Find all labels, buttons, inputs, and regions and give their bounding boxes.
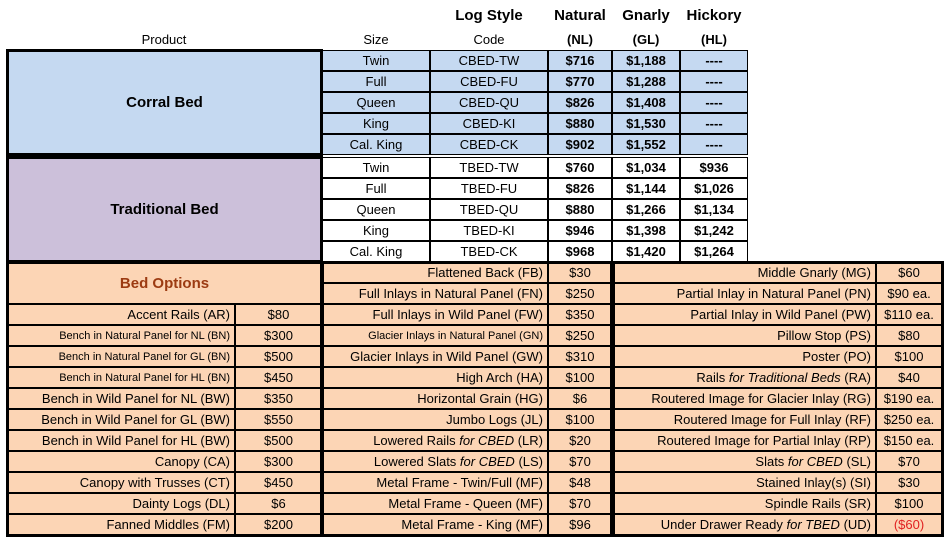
- corral-gl-cell: $1,530: [612, 113, 680, 134]
- option-label-text: Full Inlays in Wild Panel (FW): [372, 307, 543, 322]
- middle-option-name: [322, 304, 548, 325]
- right-option-price: $90 ea.: [876, 283, 942, 304]
- traditional-nl-cell: $760: [548, 157, 612, 178]
- corral-nl-cell: $880: [548, 113, 612, 134]
- left-option-price: $200: [235, 514, 322, 535]
- right-option-price: $30: [876, 472, 942, 493]
- option-label-italic: for CBED: [459, 454, 515, 469]
- left-option-price: $500: [235, 346, 322, 367]
- option-label-text: Full Inlays in Natural Panel (FN): [358, 286, 543, 301]
- option-label-text: Slats: [755, 454, 788, 469]
- middle-option-price: $310: [548, 346, 612, 367]
- middle-option-name: [322, 367, 548, 388]
- corral-hl-cell: ----: [680, 92, 748, 113]
- traditional-code-cell: TBED-QU: [430, 199, 548, 220]
- middle-option-price: $6: [548, 388, 612, 409]
- corral-size-cell: Cal. King: [322, 134, 430, 155]
- middle-option-price: $20: [548, 430, 612, 451]
- middle-option-name: [322, 430, 548, 451]
- option-label-text: Spindle Rails (SR): [764, 496, 871, 511]
- left-option-name: Bench in Wild Panel for NL (BW): [7, 388, 235, 409]
- corral-hl-cell: ----: [680, 71, 748, 92]
- right-option-name: [614, 325, 876, 346]
- traditional-size-cell: Queen: [322, 199, 430, 220]
- middle-option-name: [322, 493, 548, 514]
- corral-code-cell: CBED-KI: [430, 113, 548, 134]
- corral-hl-cell: ----: [680, 113, 748, 134]
- traditional-code-cell: TBED-TW: [430, 157, 548, 178]
- middle-option-price: $70: [548, 493, 612, 514]
- corral-hl-cell: ----: [680, 50, 748, 71]
- corral-nl-cell: $770: [548, 71, 612, 92]
- corral-bed-name: Corral Bed: [7, 50, 322, 155]
- option-label-text: Partial Inlay in Wild Panel (PW): [690, 307, 871, 322]
- traditional-gl-cell: $1,266: [612, 199, 680, 220]
- right-option-price: $40: [876, 367, 942, 388]
- right-option-name: [614, 430, 876, 451]
- option-label-suffix: (RA): [840, 370, 871, 385]
- bed-options-title: Bed Options: [7, 262, 322, 304]
- traditional-gl-cell: $1,034: [612, 157, 680, 178]
- middle-option-price: $350: [548, 304, 612, 325]
- middle-option-price: $250: [548, 325, 612, 346]
- option-label-text: Glacier Inlays in Wild Panel (GW): [350, 349, 543, 364]
- header-hickory: Hickory: [686, 6, 742, 24]
- corral-gl-cell: $1,188: [612, 50, 680, 71]
- left-option-name: Bench in Natural Panel for GL (BN): [7, 346, 235, 367]
- header-size: Size: [363, 31, 389, 47]
- right-option-name: [614, 283, 876, 304]
- right-option-name: [614, 262, 876, 283]
- option-label-text: Partial Inlay in Natural Panel (PN): [676, 286, 871, 301]
- left-option-price: $300: [235, 451, 322, 472]
- right-option-price: $150 ea.: [876, 430, 942, 451]
- corral-hl-cell: ----: [680, 134, 748, 155]
- right-option-price: $250 ea.: [876, 409, 942, 430]
- option-label-text: Metal Frame - King (MF): [401, 517, 543, 532]
- left-option-name: Dainty Logs (DL): [7, 493, 235, 514]
- option-label-text: Routered Image for Full Inlay (RF): [673, 412, 871, 427]
- option-label-text: Lowered Rails: [373, 433, 460, 448]
- header-gl: (GL): [632, 31, 660, 47]
- traditional-size-cell: Cal. King: [322, 241, 430, 262]
- option-label-suffix: (SL): [842, 454, 871, 469]
- header-natural: Natural: [554, 6, 606, 24]
- corral-gl-cell: $1,288: [612, 71, 680, 92]
- corral-size-cell: Queen: [322, 92, 430, 113]
- right-option-name: [614, 409, 876, 430]
- left-option-price: $500: [235, 430, 322, 451]
- option-label-text: Horizontal Grain (HG): [417, 391, 543, 406]
- corral-size-cell: Full: [322, 71, 430, 92]
- option-label-italic: for CBED: [787, 454, 843, 469]
- traditional-hl-cell: $936: [680, 157, 748, 178]
- middle-option-name: [322, 346, 548, 367]
- traditional-size-cell: Full: [322, 178, 430, 199]
- header-nl: (NL): [567, 31, 593, 47]
- middle-option-name: [322, 262, 548, 283]
- left-option-price: $550: [235, 409, 322, 430]
- option-label-text: Stained Inlay(s) (SI): [756, 475, 871, 490]
- option-label-suffix: (LS): [514, 454, 543, 469]
- right-option-price: $110 ea.: [876, 304, 942, 325]
- right-option-name: [614, 493, 876, 514]
- header-product: Product: [141, 31, 187, 47]
- corral-size-cell: King: [322, 113, 430, 134]
- middle-option-name: [322, 283, 548, 304]
- option-label-suffix: (UD): [839, 517, 871, 532]
- corral-nl-cell: $826: [548, 92, 612, 113]
- middle-option-price: $100: [548, 409, 612, 430]
- option-label-text: Rails: [696, 370, 729, 385]
- left-option-name: Accent Rails (AR): [7, 304, 235, 325]
- corral-nl-cell: $902: [548, 134, 612, 155]
- left-option-price: $80: [235, 304, 322, 325]
- header-gnarly: Gnarly: [622, 6, 670, 24]
- traditional-nl-cell: $946: [548, 220, 612, 241]
- option-label-italic: for TBED: [786, 517, 840, 532]
- option-label-text: Pillow Stop (PS): [777, 328, 871, 343]
- middle-option-price: $96: [548, 514, 612, 535]
- corral-code-cell: CBED-FU: [430, 71, 548, 92]
- middle-option-name: [322, 388, 548, 409]
- right-option-price: $100: [876, 346, 942, 367]
- middle-option-name: [322, 451, 548, 472]
- left-option-name: Bench in Wild Panel for HL (BW): [7, 430, 235, 451]
- option-label-text: Poster (PO): [802, 349, 871, 364]
- corral-nl-cell: $716: [548, 50, 612, 71]
- traditional-hl-cell: $1,026: [680, 178, 748, 199]
- traditional-hl-cell: $1,134: [680, 199, 748, 220]
- right-option-price: $100: [876, 493, 942, 514]
- option-label-text: Metal Frame - Twin/Full (MF): [376, 475, 543, 490]
- right-option-price: $80: [876, 325, 942, 346]
- right-option-price: $60: [876, 262, 942, 283]
- option-label-italic: for Traditional Beds: [728, 370, 841, 385]
- middle-option-price: $30: [548, 262, 612, 283]
- traditional-size-cell: King: [322, 220, 430, 241]
- middle-option-price: $250: [548, 283, 612, 304]
- option-label-text: Routered Image for Glacier Inlay (RG): [651, 391, 871, 406]
- left-option-name: Bench in Wild Panel for GL (BW): [7, 409, 235, 430]
- right-option-name: [614, 388, 876, 409]
- right-option-name: [614, 304, 876, 325]
- right-option-price: $70: [876, 451, 942, 472]
- left-option-price: $6: [235, 493, 322, 514]
- corral-code-cell: CBED-CK: [430, 134, 548, 155]
- left-option-name: Bench in Natural Panel for HL (BN): [7, 367, 235, 388]
- right-option-price: $190 ea.: [876, 388, 942, 409]
- traditional-hl-cell: $1,264: [680, 241, 748, 262]
- corral-size-cell: Twin: [322, 50, 430, 71]
- middle-option-price: $48: [548, 472, 612, 493]
- option-label-text: Under Drawer Ready: [660, 517, 787, 532]
- option-label-text: Lowered Slats: [373, 454, 460, 469]
- traditional-code-cell: TBED-FU: [430, 178, 548, 199]
- right-option-name: [614, 472, 876, 493]
- left-option-price: $450: [235, 472, 322, 493]
- right-option-price: ($60): [876, 514, 942, 535]
- option-label-suffix: (LR): [514, 433, 543, 448]
- corral-gl-cell: $1,408: [612, 92, 680, 113]
- traditional-gl-cell: $1,420: [612, 241, 680, 262]
- middle-option-name: [322, 325, 548, 346]
- left-option-price: $350: [235, 388, 322, 409]
- corral-gl-cell: $1,552: [612, 134, 680, 155]
- header-code: Code: [473, 31, 505, 47]
- right-option-name: [614, 451, 876, 472]
- middle-option-name: [322, 472, 548, 493]
- header-log-style: Log Style: [455, 6, 523, 24]
- left-option-name: Canopy with Trusses (CT): [7, 472, 235, 493]
- header-hl: (HL): [701, 31, 727, 47]
- option-label-italic: for CBED: [459, 433, 515, 448]
- middle-option-name: [322, 409, 548, 430]
- middle-option-price: $70: [548, 451, 612, 472]
- corral-code-cell: CBED-TW: [430, 50, 548, 71]
- traditional-code-cell: TBED-CK: [430, 241, 548, 262]
- right-option-name: [614, 346, 876, 367]
- left-option-name: Bench in Natural Panel for NL (BN): [7, 325, 235, 346]
- option-label-text: Middle Gnarly (MG): [757, 265, 871, 280]
- option-label-text: Glacier Inlays in Natural Panel (GN): [368, 329, 543, 342]
- traditional-hl-cell: $1,242: [680, 220, 748, 241]
- traditional-gl-cell: $1,398: [612, 220, 680, 241]
- traditional-nl-cell: $826: [548, 178, 612, 199]
- traditional-gl-cell: $1,144: [612, 178, 680, 199]
- middle-option-name: [322, 514, 548, 535]
- option-label-text: Flattened Back (FB): [427, 265, 543, 280]
- traditional-nl-cell: $968: [548, 241, 612, 262]
- left-option-price: $300: [235, 325, 322, 346]
- option-label-text: High Arch (HA): [456, 370, 543, 385]
- traditional-nl-cell: $880: [548, 199, 612, 220]
- traditional-size-cell: Twin: [322, 157, 430, 178]
- left-option-price: $450: [235, 367, 322, 388]
- option-label-text: Metal Frame - Queen (MF): [388, 496, 543, 511]
- traditional-bed-name: Traditional Bed: [7, 157, 322, 262]
- traditional-code-cell: TBED-KI: [430, 220, 548, 241]
- left-option-name: Fanned Middles (FM): [7, 514, 235, 535]
- option-label-text: Routered Image for Partial Inlay (RP): [657, 433, 871, 448]
- left-option-name: Canopy (CA): [7, 451, 235, 472]
- corral-code-cell: CBED-QU: [430, 92, 548, 113]
- middle-option-price: $100: [548, 367, 612, 388]
- right-option-name: [614, 514, 876, 535]
- right-option-name: [614, 367, 876, 388]
- option-label-text: Jumbo Logs (JL): [446, 412, 543, 427]
